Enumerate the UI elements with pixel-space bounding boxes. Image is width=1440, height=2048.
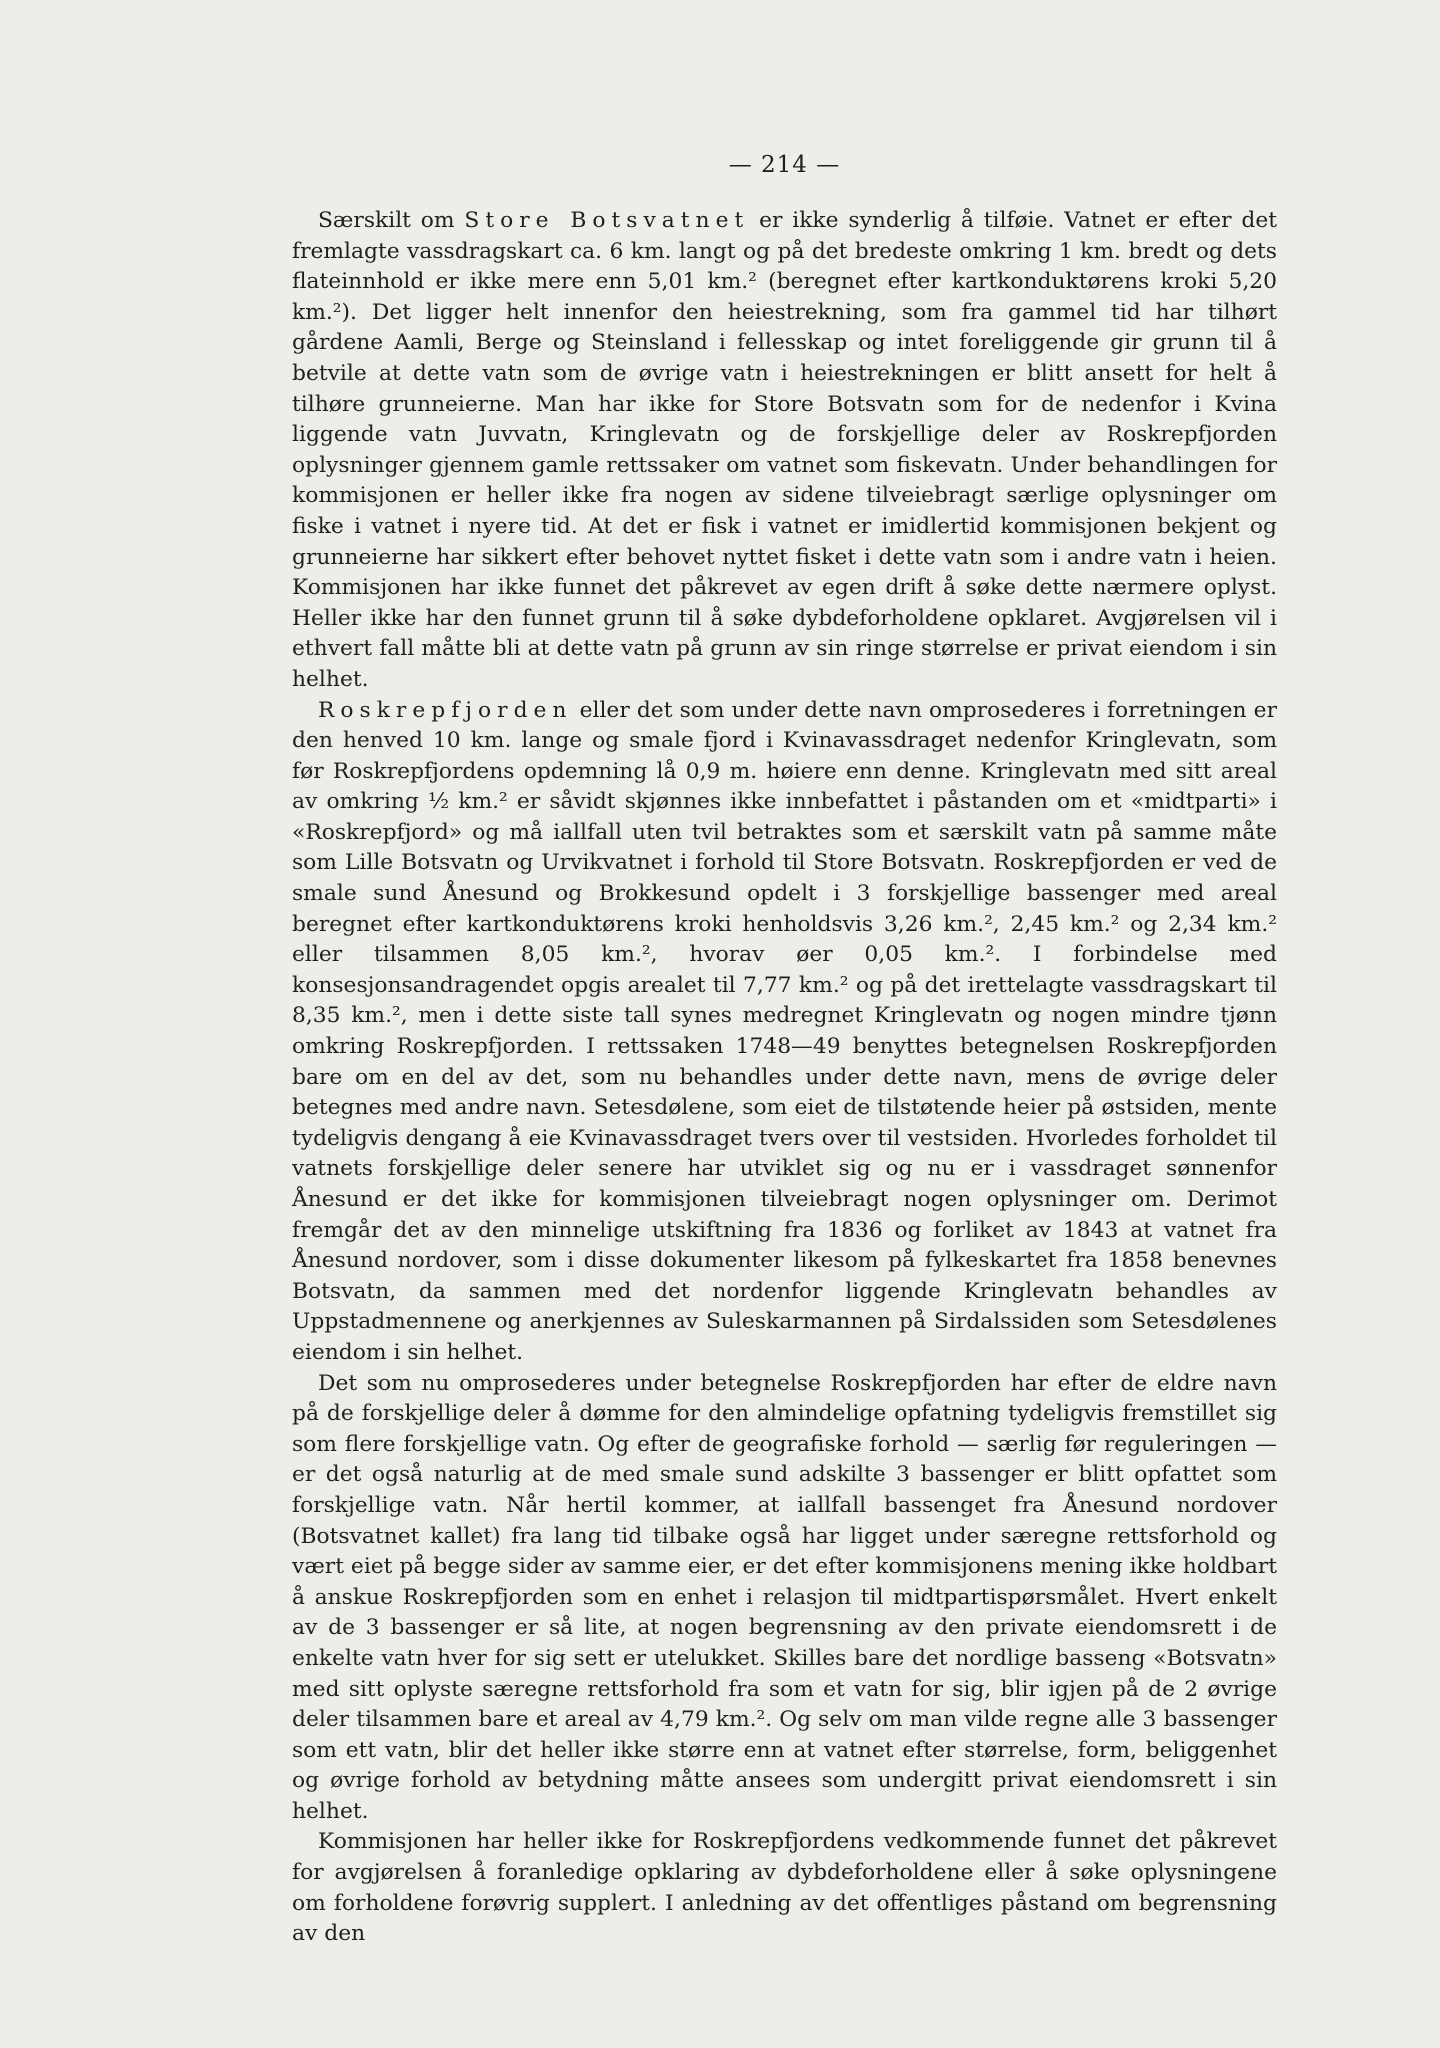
paragraph-store-botsvatnet	[292, 206, 1277, 696]
paragraph-roskrepfjorden	[292, 696, 1277, 1369]
paragraph-text: eller det som under dette navn omprosederes i forretningen er den henved 10 km. lange og smale fjord i Kvinavassdraget nedenfor Kringlevatn, som før Roskrepfjordens opdemning lå 0,9 m. høiere enn denne. Kringlevatn med sitt areal av omkring ½ km.² er såvidt skjønnes ikke innbefattet i påstanden om et «midtparti» i «Roskrepfjord» og må iallfall uten tvil betraktes som et særskilt vatn på samme måte som Lille Botsvatn og Urvikvatnet i forhold til Store Botsvatn. Roskrepfjorden er ved de smale sund Ånesund og Brokkesund opdelt i 3 forskjellige bassenger med areal beregnet efter kartkonduktørens kroki henholdsvis 3,26 km.², 2,45 km.² og 2,34 km.² eller tilsammen 8,05 km.², hvorav øer 0,05 km.². I forbindelse med konsesjonsandragendet opgis arealet til 7,77 km.² og på det irettelagte vassdragskart til 8,35 km.², men i dette siste tall synes medregnet Kringlevatn og nogen mindre tjønn omkring Roskrepfjorden. I rettssaken 1748—49 benyttes betegnelsen Roskrepfjorden bare om en del av det, som nu behandles under dette navn, mens de øvrige deler betegnes med andre navn. Setesdølene, som eiet de tilstøtende heier på østsiden, mente tydeligvis dengang å eie Kvinavassdraget tvers over til vestsiden. Hvorledes forholdet til vatnets forskjellige deler senere har utviklet sig og nu er i vassdraget sønnenfor Ånesund er det ikke for kommisjonen tilveiebragt nogen oplysninger om. Derimot fremgår det av den minnelige utskiftning fra 1836 og forliket av 1843 at vatnet fra Ånesund nordover, som i disse dokumenter likesom på fylkeskartet fra 1858 benevnes Botsvatn, da sammen med det nordenfor liggende Kringlevatn behandles av Uppstadmennene og anerkjennes av Suleskarmannen på Sirdalssiden som Setesdølenes eiendom i sin helhet.	[292, 697, 1277, 1365]
paragraph-kommisjonen	[292, 1827, 1277, 1949]
text-body	[292, 150, 1277, 1950]
paragraph-text: Kommisjonen har heller ikke for Roskrepfjordens vedkommende funnet det påkrevet for avgjørelsen å foranledige opklaring av dybdeforholdene eller å søke oplysningene om forholdene forøvrig supplert. I anledning av det offentliges påstand om begrensning av den	[292, 1829, 1277, 1947]
paragraph-text: Det som nu omprosederes under betegnelse Roskrepfjorden har efter de eldre navn på de forskjellige deler å dømme for den almindelige opfatning tydeligvis fremstillet sig som flere forskjellige vatn. Og efter de geografiske forhold — særlig før reguleringen — er det også naturlig at de med smale sund adskilte 3 bassenger er blitt opfattet som forskjellige vatn. Når hertil kommer, at iallfall bassenget fra Ånesund nordover (Botsvatnet kallet) fra lang tid tilbake også har ligget under særegne rettsforhold og vært eiet på begge sider av samme eier, er det efter kommisjonens mening ikke holdbart å anskue Roskrepfjorden som en enhet i relasjon til midtpartispørsmålet. Hvert enkelt av de 3 bassenger er så lite, at nogen begrensning av den private eiendomsrett i de enkelte vatn hver for sig sett er utelukket. Skilles bare det nordlige basseng «Botsvatn» med sitt oplyste særegne rettsforhold fra som et vatn for sig, blir igjen på de 2 øvrige deler tilsammen bare et areal av 4,79 km.². Og selv om man vilde regne alle 3 bassenger som ett vatn, blir det heller ikke større enn at vatnet efter størrelse, form, beliggenhet og øvrige forhold av betydning måtte ansees som undergitt privat eiendomsrett i sin helhet.	[292, 1370, 1277, 1824]
paragraph-omprosederes	[292, 1369, 1277, 1828]
paragraph-text: er ikke synderlig å tilføie. Vatnet er efter det fremlagte vassdragskart ca. 6 km. langt og på det bredeste omkring 1 km. bredt og dets flateinnhold er ikke mere enn 5,01 km.² (beregnet efter kartkonduktørens kroki 5,20 km.²). Det ligger helt innenfor den heiestrekning, som fra gammel tid har tilhørt gårdene Aamli, Berge og Steinsland i fellesskap og intet foreliggende gir grunn til å betvile at dette vatn som de øvrige vatn i heiestrekningen er blitt ansett for helt å tilhøre grunneierne. Man har ikke for Store Botsvatn som for de nedenfor i Kvina liggende vatn Juvvatn, Kringlevatn og de forskjellige deler av Roskrepfjorden oplysninger gjennem gamle rettssaker om vatnet som fiskevatn. Under behandlingen for kommisjonen er heller ikke fra nogen av sidene tilveiebragt særlige oplysninger om fiske i vatnet i nyere tid. At det er fisk i vatnet er imidlertid kommisjonen bekjent og grunneierne har sikkert efter behovet nyttet fisket i dette vatn som i andre vatn i heien. Kommisjonen har ikke funnet det påkrevet av egen drift å søke dette nærmere oplyst. Heller ikke har den funnet grunn til å søke dybdeforholdene opklaret. Avgjørelsen vil i ethvert fall måtte bli at dette vatn på grunn av sin ringe størrelse er privat eiendom i sin helhet.	[292, 208, 1277, 692]
paragraph-lead: Særskilt om	[318, 208, 465, 233]
spaced-term: Roskrepfjorden	[318, 697, 573, 723]
page-number: — 214 —	[728, 152, 841, 178]
spaced-term: Store Botsvatnet	[464, 208, 750, 233]
